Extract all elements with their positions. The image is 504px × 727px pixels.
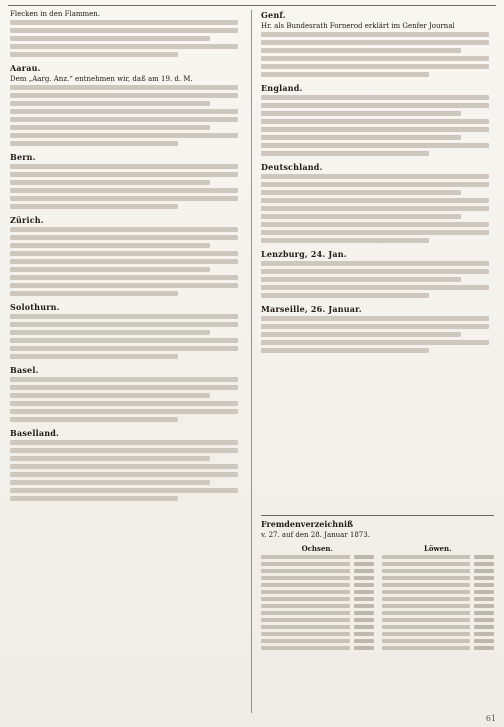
right-block-5-line-4 xyxy=(261,340,489,345)
left-block-5-line-5 xyxy=(10,346,238,351)
table-row xyxy=(382,604,495,608)
left-block-2-line-2 xyxy=(10,93,238,98)
right-block-4 xyxy=(261,249,494,298)
table-row xyxy=(382,625,495,629)
right-block-1-line-4 xyxy=(261,56,489,61)
left-block-7-line-5 xyxy=(10,472,238,477)
table-row xyxy=(261,576,374,580)
left-block-4-line-1 xyxy=(10,227,238,232)
left-block-1 xyxy=(10,10,243,57)
left-block-4-line-7 xyxy=(10,275,238,280)
right-block-5-line-1 xyxy=(261,316,489,321)
table-value-placeholder xyxy=(474,597,494,601)
table-row xyxy=(261,646,374,650)
right-block-1-snippet: Hr. als Bundesrath Fornerod erklärt im Genfer Journal xyxy=(261,22,455,30)
table-value-placeholder xyxy=(474,590,494,594)
left-block-3 xyxy=(10,152,243,209)
left-block-7-line-3 xyxy=(10,456,210,461)
table-value-placeholder xyxy=(354,632,374,636)
left-block-7-line-8 xyxy=(10,496,178,501)
table-value-placeholder xyxy=(354,597,374,601)
left-block-1-line-5 xyxy=(10,52,178,57)
table-name-placeholder xyxy=(261,625,350,629)
left-block-4-line-5 xyxy=(10,259,238,264)
left-block-5-line-1 xyxy=(10,314,238,319)
top-rule xyxy=(8,5,496,6)
visitor-list-table xyxy=(261,515,494,713)
table-value-placeholder xyxy=(354,625,374,629)
left-block-7-line-2 xyxy=(10,448,238,453)
table-name-placeholder xyxy=(261,646,350,650)
left-block-4-heading: Zürich. xyxy=(10,215,44,225)
left-block-4-line-4 xyxy=(10,251,238,256)
table-name-placeholder xyxy=(382,604,471,608)
table-row xyxy=(382,562,495,566)
table-row xyxy=(261,562,374,566)
table-name-placeholder xyxy=(261,576,350,580)
table-value-placeholder xyxy=(474,639,494,643)
table-row xyxy=(261,618,374,622)
table-value-placeholder xyxy=(354,569,374,573)
left-block-1-line-1 xyxy=(10,20,238,25)
visitor-list-title: Fremdenverzeichniß xyxy=(261,519,354,529)
table-name-placeholder xyxy=(382,555,471,559)
left-block-5-heading: Solothurn. xyxy=(10,302,60,312)
table-name-placeholder xyxy=(261,618,350,622)
table-value-placeholder xyxy=(474,562,494,566)
left-block-2-snippet: Dem „Aarg. Anz.“ entnehmen wir, daß am 19. d. M. xyxy=(10,75,193,83)
left-block-5-line-3 xyxy=(10,330,210,335)
right-block-3-line-5 xyxy=(261,206,489,211)
table-row xyxy=(261,583,374,587)
left-block-1-snippet: Flecken in den Flammen. xyxy=(10,10,101,18)
table-row xyxy=(261,632,374,636)
left-block-6-line-6 xyxy=(10,417,178,422)
right-block-3-line-8 xyxy=(261,230,489,235)
left-block-5-line-2 xyxy=(10,322,238,327)
left-block-2-line-8 xyxy=(10,141,178,146)
page-number: 61 xyxy=(485,714,496,723)
table-value-placeholder xyxy=(474,618,494,622)
right-block-3-line-3 xyxy=(261,190,461,195)
table-value-placeholder xyxy=(354,604,374,608)
table-value-placeholder xyxy=(474,611,494,615)
table-name-placeholder xyxy=(382,646,471,650)
right-block-5-line-2 xyxy=(261,324,489,329)
right-block-2-line-4 xyxy=(261,119,489,124)
left-block-2-heading: Aarau. xyxy=(10,63,41,73)
table-name-placeholder xyxy=(261,604,350,608)
right-block-1-line-1 xyxy=(261,32,489,37)
right-block-2-line-3 xyxy=(261,111,461,116)
table-name-placeholder xyxy=(261,583,350,587)
left-block-2-line-3 xyxy=(10,101,210,106)
table-name-placeholder xyxy=(261,562,350,566)
right-block-3-line-2 xyxy=(261,182,489,187)
right-block-2-line-2 xyxy=(261,103,489,108)
table-row xyxy=(382,569,495,573)
table-name-placeholder xyxy=(261,597,350,601)
table-name-placeholder xyxy=(382,583,471,587)
right-block-1-heading: Genf. xyxy=(261,10,286,20)
table-value-placeholder xyxy=(474,646,494,650)
left-block-4-line-6 xyxy=(10,267,210,272)
table-row xyxy=(382,597,495,601)
table-value-placeholder xyxy=(354,646,374,650)
table-name-placeholder xyxy=(382,590,471,594)
table-row xyxy=(382,639,495,643)
right-block-4-line-3 xyxy=(261,277,461,282)
left-block-5 xyxy=(10,302,243,359)
right-block-4-line-1 xyxy=(261,261,489,266)
left-block-1-line-3 xyxy=(10,36,210,41)
right-block-4-heading: Lenzburg, 24. Jan. xyxy=(261,249,347,259)
left-block-2 xyxy=(10,63,243,146)
right-block-2-line-5 xyxy=(261,127,489,132)
table-value-placeholder xyxy=(354,618,374,622)
table-name-placeholder xyxy=(261,569,350,573)
visitor-list-left-section: Ochsen. xyxy=(301,544,333,553)
visitor-list-grid xyxy=(261,544,494,713)
table-value-placeholder xyxy=(474,569,494,573)
left-column xyxy=(10,10,243,713)
table-name-placeholder xyxy=(382,618,471,622)
left-block-2-line-4 xyxy=(10,109,238,114)
left-block-6 xyxy=(10,365,243,422)
table-value-placeholder xyxy=(474,625,494,629)
table-name-placeholder xyxy=(261,590,350,594)
left-block-2-line-5 xyxy=(10,117,238,122)
left-block-4-line-2 xyxy=(10,235,238,240)
table-value-placeholder xyxy=(474,604,494,608)
table-name-placeholder xyxy=(382,611,471,615)
left-block-3-heading: Bern. xyxy=(10,152,36,162)
table-value-placeholder xyxy=(474,583,494,587)
right-block-1-line-2 xyxy=(261,40,489,45)
table-value-placeholder xyxy=(474,632,494,636)
right-block-2-heading: England. xyxy=(261,83,303,93)
right-block-3-line-7 xyxy=(261,222,489,227)
table-row xyxy=(382,632,495,636)
right-block-3-line-4 xyxy=(261,198,489,203)
table-value-placeholder xyxy=(354,639,374,643)
table-name-placeholder xyxy=(382,576,471,580)
left-block-7-line-1 xyxy=(10,440,238,445)
visitor-list-right-section: Löwen. xyxy=(423,544,452,553)
table-name-placeholder xyxy=(261,639,350,643)
right-block-2-line-7 xyxy=(261,143,489,148)
left-block-6-heading: Basel. xyxy=(10,365,39,375)
table-value-placeholder xyxy=(474,576,494,580)
left-block-6-line-5 xyxy=(10,409,238,414)
table-row xyxy=(261,625,374,629)
left-block-3-line-2 xyxy=(10,172,238,177)
page-columns xyxy=(10,10,494,713)
table-name-placeholder xyxy=(382,632,471,636)
right-block-2-line-6 xyxy=(261,135,461,140)
right-block-3 xyxy=(261,162,494,243)
left-block-6-line-4 xyxy=(10,401,238,406)
right-block-5-line-3 xyxy=(261,332,461,337)
table-name-placeholder xyxy=(382,625,471,629)
right-block-3-line-9 xyxy=(261,238,429,243)
left-block-4-line-8 xyxy=(10,283,238,288)
visitor-list-subtitle: v. 27. auf den 28. Januar 1873. xyxy=(261,531,370,539)
table-value-placeholder xyxy=(474,555,494,559)
table-row xyxy=(261,590,374,594)
table-row xyxy=(261,611,374,615)
left-block-2-line-1 xyxy=(10,85,238,90)
right-block-5 xyxy=(261,304,494,353)
table-name-placeholder xyxy=(261,611,350,615)
table-name-placeholder xyxy=(382,562,471,566)
right-block-2 xyxy=(261,83,494,156)
left-block-2-line-6 xyxy=(10,125,210,130)
left-block-3-line-1 xyxy=(10,164,238,169)
left-block-6-line-1 xyxy=(10,377,238,382)
table-row xyxy=(382,618,495,622)
left-block-3-line-6 xyxy=(10,204,178,209)
right-block-1-line-6 xyxy=(261,72,429,77)
left-block-6-line-3 xyxy=(10,393,210,398)
left-block-4-line-3 xyxy=(10,243,210,248)
table-row xyxy=(382,583,495,587)
table-name-placeholder xyxy=(382,569,471,573)
table-value-placeholder xyxy=(354,611,374,615)
table-row xyxy=(261,569,374,573)
left-block-3-line-4 xyxy=(10,188,238,193)
table-name-placeholder xyxy=(261,555,350,559)
right-block-4-line-4 xyxy=(261,285,489,290)
table-value-placeholder xyxy=(354,555,374,559)
left-block-3-line-3 xyxy=(10,180,210,185)
left-block-2-line-7 xyxy=(10,133,238,138)
table-row xyxy=(382,555,495,559)
right-column xyxy=(261,10,494,713)
right-block-3-line-1 xyxy=(261,174,489,179)
table-name-placeholder xyxy=(382,639,471,643)
table-row xyxy=(261,639,374,643)
table-name-placeholder xyxy=(261,632,350,636)
left-block-7-line-4 xyxy=(10,464,238,469)
right-block-1 xyxy=(261,10,494,77)
right-block-5-line-5 xyxy=(261,348,429,353)
visitor-list-right-column xyxy=(382,544,495,713)
left-block-7-line-6 xyxy=(10,480,210,485)
table-row xyxy=(261,604,374,608)
table-value-placeholder xyxy=(354,590,374,594)
table-row xyxy=(261,597,374,601)
right-block-4-line-5 xyxy=(261,293,429,298)
right-block-4-line-2 xyxy=(261,269,489,274)
right-block-3-heading: Deutschland. xyxy=(261,162,323,172)
right-block-1-line-5 xyxy=(261,64,489,69)
table-name-placeholder xyxy=(382,597,471,601)
right-block-2-line-8 xyxy=(261,151,429,156)
left-block-5-line-4 xyxy=(10,338,238,343)
table-row xyxy=(382,590,495,594)
left-block-4 xyxy=(10,215,243,296)
left-block-7-heading: Baselland. xyxy=(10,428,59,438)
left-block-1-line-4 xyxy=(10,44,238,49)
table-value-placeholder xyxy=(354,562,374,566)
left-block-1-line-2 xyxy=(10,28,238,33)
table-value-placeholder xyxy=(354,583,374,587)
left-block-7-line-7 xyxy=(10,488,238,493)
right-block-5-heading: Marseille, 26. Januar. xyxy=(261,304,362,314)
left-block-4-line-9 xyxy=(10,291,178,296)
right-block-3-line-6 xyxy=(261,214,461,219)
visitor-list-left-column xyxy=(261,544,374,713)
right-block-1-line-3 xyxy=(261,48,461,53)
left-block-3-line-5 xyxy=(10,196,238,201)
left-block-6-line-2 xyxy=(10,385,238,390)
right-block-2-line-1 xyxy=(261,95,489,100)
left-block-5-line-6 xyxy=(10,354,178,359)
left-block-7 xyxy=(10,428,243,501)
table-row xyxy=(261,555,374,559)
table-row xyxy=(382,576,495,580)
table-row xyxy=(382,611,495,615)
table-value-placeholder xyxy=(354,576,374,580)
table-row xyxy=(382,646,495,650)
